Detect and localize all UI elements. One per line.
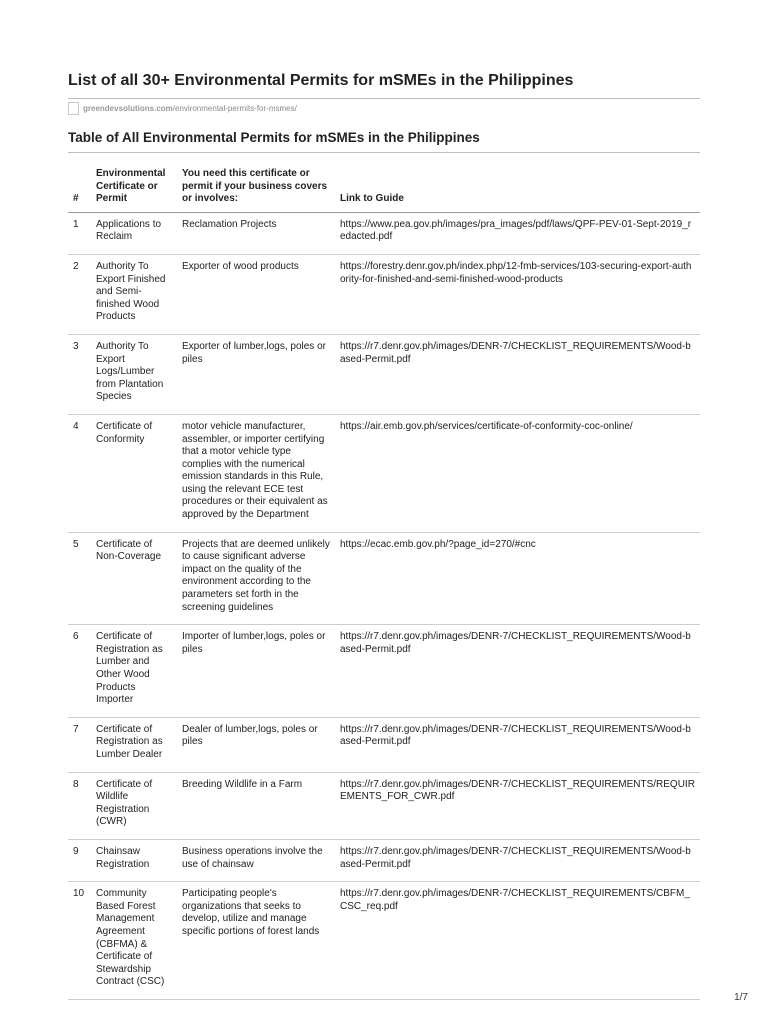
row-number: 5 xyxy=(68,532,91,625)
table-body xyxy=(68,212,700,999)
table-header-row xyxy=(68,162,700,212)
table-row xyxy=(68,625,700,718)
guide-link[interactable]: https://r7.denr.gov.ph/images/DENR-7/CHECKLIST_REQUIREMENTS/REQUIREMENTS_FOR_CWR.pdf xyxy=(335,772,700,839)
permit-name: Authority To Export Logs/Lumber from Plantation Species xyxy=(91,334,177,414)
guide-link[interactable]: https://www.pea.gov.ph/images/pra_images/pdf/laws/QPF-PEV-01-Sept-2019_redacted.pdf xyxy=(335,212,700,254)
header-link: Link to Guide xyxy=(335,162,700,212)
permit-applies-to: Dealer of lumber,logs, poles or piles xyxy=(177,717,335,772)
row-number: 1 xyxy=(68,212,91,254)
section-divider xyxy=(68,152,700,153)
table-row xyxy=(68,414,700,532)
page-number: 1/7 xyxy=(734,992,748,1003)
guide-link[interactable]: https://forestry.denr.gov.ph/index.php/12-fmb-services/103-securing-export-authority-for-finished-and-semi-finished-wood-products xyxy=(335,254,700,334)
table-row xyxy=(68,532,700,625)
permit-name: Authority To Export Finished and Semi-finished Wood Products xyxy=(91,254,177,334)
permit-applies-to: Importer of lumber,logs, poles or piles xyxy=(177,625,335,718)
guide-link[interactable]: https://r7.denr.gov.ph/images/DENR-7/CHECKLIST_REQUIREMENTS/Wood-based-Permit.pdf xyxy=(335,334,700,414)
table-row xyxy=(68,772,700,839)
permit-applies-to: motor vehicle manufacturer, assembler, or importer certifying that a motor vehicle type complies with the numerical emission standards in this Rule, using the relevant ECE test procedures or their equivalent as approved by the Department xyxy=(177,414,335,532)
guide-link[interactable]: https://r7.denr.gov.ph/images/DENR-7/CHECKLIST_REQUIREMENTS/CBFM_CSC_req.pdf xyxy=(335,882,700,1000)
source-path[interactable]: /environmental-permits-for-msmes/ xyxy=(172,103,297,113)
permit-name: Chainsaw Registration xyxy=(91,839,177,881)
permit-name: Certificate of Conformity xyxy=(91,414,177,532)
table-row xyxy=(68,717,700,772)
source-url[interactable] xyxy=(68,101,297,115)
permit-applies-to: Business operations involve the use of chainsaw xyxy=(177,839,335,881)
permit-name: Certificate of Wildlife Registration (CWR) xyxy=(91,772,177,839)
header-permit: Environmental Certificate or Permit xyxy=(91,162,177,212)
table-row xyxy=(68,254,700,334)
permit-applies-to: Exporter of wood products xyxy=(177,254,335,334)
permit-name: Certificate of Non-Coverage xyxy=(91,532,177,625)
row-number: 8 xyxy=(68,772,91,839)
permit-name: Certificate of Registration as Lumber Dealer xyxy=(91,717,177,772)
guide-link[interactable]: https://r7.denr.gov.ph/images/DENR-7/CHECKLIST_REQUIREMENTS/Wood-based-Permit.pdf xyxy=(335,717,700,772)
header-applies-to: You need this certificate or permit if your business covers or involves: xyxy=(177,162,335,212)
favicon-icon xyxy=(68,102,79,115)
header-number: # xyxy=(68,162,91,212)
permit-applies-to: Participating people's organizations that seeks to develop, utilize and manage specific portions of forest lands xyxy=(177,882,335,1000)
guide-link[interactable]: https://r7.denr.gov.ph/images/DENR-7/CHECKLIST_REQUIREMENTS/Wood-based-Permit.pdf xyxy=(335,839,700,881)
page-title: List of all 30+ Environmental Permits for mSMEs in the Philippines xyxy=(68,72,574,89)
table-row xyxy=(68,882,700,1000)
title-divider xyxy=(68,98,700,99)
permit-applies-to: Breeding Wildlife in a Farm xyxy=(177,772,335,839)
permits-table xyxy=(68,162,700,1000)
permit-name: Certificate of Registration as Lumber and Other Wood Products Importer xyxy=(91,625,177,718)
permit-applies-to: Projects that are deemed unlikely to cause significant adverse impact on the quality of the environment according to the parameters set forth in the screening guidelines xyxy=(177,532,335,625)
permit-name: Community Based Forest Management Agreement (CBFMA) & Certificate of Stewardship Contract (CSC) xyxy=(91,882,177,1000)
row-number: 7 xyxy=(68,717,91,772)
guide-link[interactable]: https://air.emb.gov.ph/services/certificate-of-conformity-coc-online/ xyxy=(335,414,700,532)
row-number: 9 xyxy=(68,839,91,881)
permit-applies-to: Reclamation Projects xyxy=(177,212,335,254)
permit-applies-to: Exporter of lumber,logs, poles or piles xyxy=(177,334,335,414)
section-heading: Table of All Environmental Permits for mSMEs in the Philippines xyxy=(68,130,480,145)
table-row xyxy=(68,839,700,881)
row-number: 4 xyxy=(68,414,91,532)
row-number: 2 xyxy=(68,254,91,334)
guide-link[interactable]: https://r7.denr.gov.ph/images/DENR-7/CHECKLIST_REQUIREMENTS/Wood-based-Permit.pdf xyxy=(335,625,700,718)
table-row xyxy=(68,212,700,254)
table-row xyxy=(68,334,700,414)
row-number: 10 xyxy=(68,882,91,1000)
source-domain[interactable]: greendevsolutions.com xyxy=(83,103,173,113)
permit-name: Applications to Reclaim xyxy=(91,212,177,254)
row-number: 6 xyxy=(68,625,91,718)
guide-link[interactable]: https://ecac.emb.gov.ph/?page_id=270/#cnc xyxy=(335,532,700,625)
row-number: 3 xyxy=(68,334,91,414)
